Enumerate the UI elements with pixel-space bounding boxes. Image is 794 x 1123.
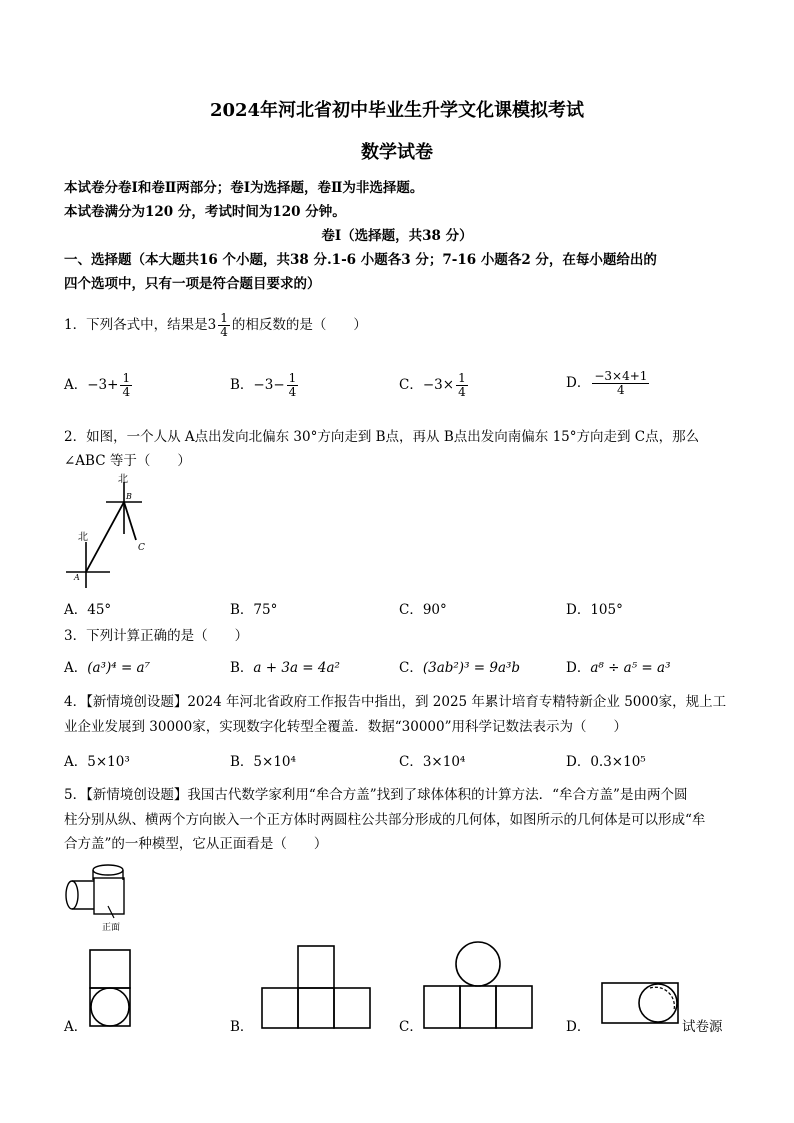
q1-option-d[interactable] — [566, 370, 651, 397]
q2-stem-line-1: 2．如图，一个人从 A点出发向北偏东 30°方向走到 B点，再从 B点出发向南偏东 15°方向走到 C点，那么 — [64, 429, 700, 445]
exam-title: 2024年河北省初中毕业生升学文化课模拟考试 — [209, 100, 585, 121]
frac-den: 4 — [617, 383, 625, 398]
source-watermark: 试卷源 — [682, 1019, 723, 1035]
frac-den: 4 — [458, 385, 466, 400]
q2-option-d[interactable]: D．105° — [566, 602, 623, 618]
q2-point-a: A — [74, 573, 80, 582]
q3-option-a-label: A． — [64, 660, 88, 676]
q5-d-circle — [639, 984, 677, 1022]
q4-stem-line-1: 4．【新情境创设题】2024 年河北省政府工作报告中指出，到 2025 年累计培育专精特新企业 5000家，规上工 — [64, 694, 727, 710]
exam-note-1: 本试卷分卷Ⅰ和卷Ⅱ两部分；卷Ⅰ为选择题，卷Ⅱ为非选择题。 — [64, 180, 424, 196]
q1-option-d-frac — [592, 370, 649, 397]
q3-option-c[interactable] — [399, 656, 520, 676]
q5-c-left-square — [424, 986, 460, 1028]
q5-a-square — [90, 950, 130, 988]
q1-option-b-frac — [287, 372, 299, 399]
q3-option-a-expr: (a³)⁴ = a⁷ — [87, 660, 151, 676]
q2-segment-bc — [124, 502, 136, 540]
q3-option-b[interactable] — [230, 656, 340, 676]
q1-stem-pre: 1．下列各式中，结果是3 — [64, 317, 217, 334]
q5-b-top-square — [298, 946, 334, 988]
q5-option-a[interactable]: A． — [64, 1019, 88, 1035]
q2-point-b: B — [126, 492, 132, 501]
q1-option-b[interactable] — [230, 372, 300, 399]
q5-option-d-figure — [600, 980, 682, 1026]
q1-frac-num: 1 — [220, 311, 228, 325]
q3-stem: 3．下列计算正确的是（ ） — [64, 628, 249, 644]
q5-option-c[interactable]: C． — [399, 1019, 423, 1035]
q2-point-c: C — [138, 543, 145, 553]
q4-option-a[interactable]: A．5×10³ — [64, 754, 130, 770]
q2-option-b[interactable]: B．75° — [230, 602, 278, 618]
q5-option-c-figure — [420, 940, 536, 1032]
q5-option-a-figure — [88, 948, 134, 1028]
q1-stem — [64, 312, 367, 339]
q1-option-d-label: D． — [566, 375, 591, 392]
q4-option-c[interactable]: C．3×10⁴ — [399, 754, 466, 770]
q5-a-circle — [91, 988, 129, 1026]
q3-option-c-expr: (3ab²)³ = 9a³b — [422, 660, 521, 676]
q1-frac-den: 4 — [220, 325, 228, 340]
q1-option-a-frac — [120, 372, 132, 399]
frac-num: −3×4+1 — [594, 369, 648, 383]
frac-num: 1 — [122, 371, 131, 385]
q3-option-d-expr: a⁸ ÷ a⁵ = a³ — [590, 660, 671, 676]
q1-option-c-label: C． — [399, 377, 423, 394]
q1-option-b-expr: −3− — [253, 377, 285, 394]
q5-front-label: 正面 — [102, 923, 121, 933]
q5-c-circle — [456, 942, 500, 986]
q1-stem-post: 的相反数的是（ ） — [231, 317, 367, 334]
q1-option-a-label: A． — [64, 377, 88, 394]
q5-option-b-figure — [258, 942, 374, 1032]
q2-stem-line-2: ∠ABC 等于（ ） — [64, 453, 191, 469]
q5-stem-line-2: 柱分别从纵、横两个方向嵌入一个正方体时两圆柱公共部分形成的几何体，如图所示的几何体是可以形成“牟 — [64, 812, 706, 828]
q5-c-mid-square — [460, 986, 496, 1028]
q1-stem-fraction — [218, 312, 230, 339]
q5-vertical-cylinder-top — [93, 865, 123, 875]
q3-option-d-label: D． — [566, 660, 591, 676]
exam-subtitle: 数学试卷 — [361, 142, 433, 163]
q4-stem-line-2: 业企业发展到 30000家，实现数字化转型全覆盖．数据“30000”用科学记数法表示为（ ） — [64, 719, 627, 735]
q4-option-b[interactable]: B．5×10⁴ — [230, 754, 296, 770]
frac-num: 1 — [288, 371, 297, 385]
frac-den: 4 — [122, 385, 131, 400]
q2-segment-ab — [86, 502, 124, 572]
frac-num: 1 — [458, 371, 466, 385]
q5-model-figure — [62, 858, 142, 938]
q2-north-label-left: 北 — [78, 532, 88, 543]
q1-option-a-expr: −3+ — [87, 377, 119, 394]
q3-option-a[interactable] — [64, 656, 150, 676]
q1-option-b-label: B． — [230, 377, 254, 394]
q5-c-right-square — [496, 986, 532, 1028]
q1-option-c-frac — [456, 372, 468, 399]
q5-horizontal-cylinder-end — [66, 881, 78, 909]
q3-option-c-label: C． — [399, 660, 423, 676]
q1-option-a[interactable] — [64, 372, 134, 399]
section-heading: 卷Ⅰ（选择题，共38 分） — [321, 228, 473, 244]
q5-b-left-square — [262, 988, 298, 1028]
q3-option-b-expr: a + 3a = 4a² — [253, 660, 340, 676]
q4-option-d[interactable]: D．0.3×10⁵ — [566, 754, 646, 770]
frac-den: 4 — [288, 385, 297, 400]
exam-note-2: 本试卷满分为120 分，考试时间为120 分钟。 — [64, 204, 346, 220]
q5-b-mid-square — [298, 988, 334, 1028]
q5-option-d[interactable]: D． — [566, 1019, 591, 1035]
q5-d-hidden-arc — [650, 987, 674, 1010]
q2-north-label-top: 北 — [118, 474, 128, 485]
q1-option-c-expr: −3× — [422, 377, 455, 394]
instructions-line-2: 四个选项中，只有一项是符合题目要求的） — [64, 276, 321, 292]
q1-option-c[interactable] — [399, 372, 470, 399]
q5-d-rectangle — [602, 983, 678, 1023]
q5-stem-line-1: 5．【新情境创设题】我国古代数学家利用“牟合方盖”找到了球体体积的计算方法．“牟合方盖”是由两个圆 — [64, 787, 688, 803]
q5-b-right-square — [334, 988, 370, 1028]
q2-option-a[interactable]: A．45° — [64, 602, 112, 618]
instructions-line-1: 一、选择题（本大题共16 个小题，共38 分.1-6 小题各3 分；7-16 小题各2 分，在每小题给出的 — [64, 252, 657, 268]
q5-stem-line-3: 合方盖”的一种模型，它从正面看是（ ） — [64, 836, 328, 852]
q5-option-b[interactable]: B． — [230, 1019, 254, 1035]
q2-option-c[interactable]: C．90° — [399, 602, 447, 618]
q5-front-arrow — [108, 906, 114, 918]
q3-option-b-label: B． — [230, 660, 254, 676]
q3-option-d[interactable] — [566, 656, 671, 676]
q2-direction-figure — [62, 472, 172, 590]
